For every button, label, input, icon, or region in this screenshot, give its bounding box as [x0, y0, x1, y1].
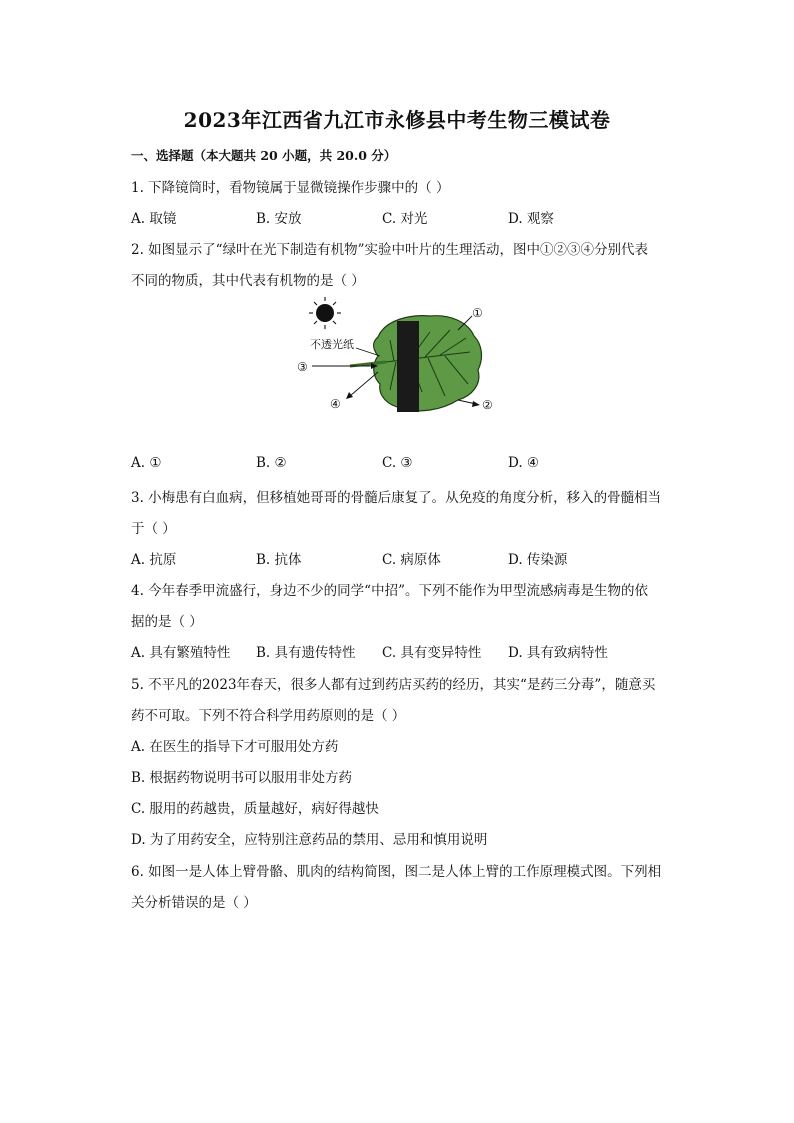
opaque-paper-strip — [397, 321, 419, 412]
question-2-stem-line2: 不同的物质，其中代表有机物的是（ ） — [131, 273, 365, 289]
option-a: A. 取镜 — [131, 211, 177, 227]
question-3-stem-line1: 3. 小梅患有白血病，但移植她哥哥的骨髓后康复了。从免疫的角度分析，移入的骨髓相当 — [131, 490, 662, 506]
option-c: C. 病原体 — [382, 552, 441, 568]
leaf-experiment-figure — [290, 292, 505, 422]
option-b: B. 安放 — [256, 211, 302, 227]
question-4-stem-line2: 据的是（ ） — [131, 614, 203, 630]
option-a: A. 在医生的指导下才可服用处方药 — [131, 739, 339, 755]
option-c: C. 服用的药越贵，质量越好，病好得越快 — [131, 801, 379, 817]
option-a: A. 具有繁殖特性 — [131, 645, 231, 661]
option-b: B. 具有遗传特性 — [256, 645, 356, 661]
section-heading: 一、选择题（本大题共 20 小题，共 20.0 分） — [131, 148, 397, 163]
question-5-stem-line2: 药不可取。下列不符合科学用药原则的是（ ） — [131, 708, 406, 724]
option-d: D. 传染源 — [508, 552, 568, 568]
option-a: A. 抗原 — [131, 552, 177, 568]
question-1-stem: 1. 下降镜筒时，看物镜属于显微镜操作步骤中的（ ） — [131, 180, 450, 196]
question-2-stem-line1: 2. 如图显示了“绿叶在光下制造有机物”实验中叶片的生理活动，图中①②③④分别代表 — [131, 242, 648, 258]
question-3-stem-line2: 于（ ） — [131, 521, 176, 537]
option-c: C. 具有变异特性 — [382, 645, 482, 661]
option-d: D. 观察 — [508, 211, 554, 227]
leaf-shape — [374, 316, 482, 411]
question-6-stem-line2: 关分析错误的是（ ） — [131, 895, 257, 911]
mark-1: ① — [472, 306, 483, 320]
question-4-stem-line1: 4. 今年春季甲流盛行，身边不少的同学“中招”。下列不能作为甲型流感病毒是生物的依 — [131, 583, 648, 599]
mark-2: ② — [482, 398, 493, 412]
option-b: B. 抗体 — [256, 552, 302, 568]
paper-label: 不透光纸 — [310, 338, 354, 351]
option-b: B. 根据药物说明书可以服用非处方药 — [131, 770, 353, 786]
option-d: D. 具有致病特性 — [508, 645, 608, 661]
mark-3: ③ — [297, 360, 308, 374]
option-b: B. ② — [256, 455, 287, 471]
option-a: A. ① — [131, 455, 162, 471]
mark-4: ④ — [330, 397, 341, 411]
question-6-stem-line1: 6. 如图一是人体上臂骨骼、肌肉的结构简图，图二是人体上臂的工作原理模式图。下列相 — [131, 864, 662, 880]
sun-icon — [309, 297, 341, 329]
option-d: D. ④ — [508, 455, 540, 471]
option-c: C. 对光 — [382, 211, 428, 227]
page-title: 2023年江西省九江市永修县中考生物三模试卷 — [183, 108, 611, 132]
question-5-stem-line1: 5. 不平凡的2023年春天，很多人都有过到药店买药的经历，其实“是药三分毒”，随意买 — [131, 677, 656, 693]
option-c: C. ③ — [382, 455, 413, 471]
option-d: D. 为了用药安全，应特别注意药品的禁用、忌用和慎用说明 — [131, 832, 488, 848]
